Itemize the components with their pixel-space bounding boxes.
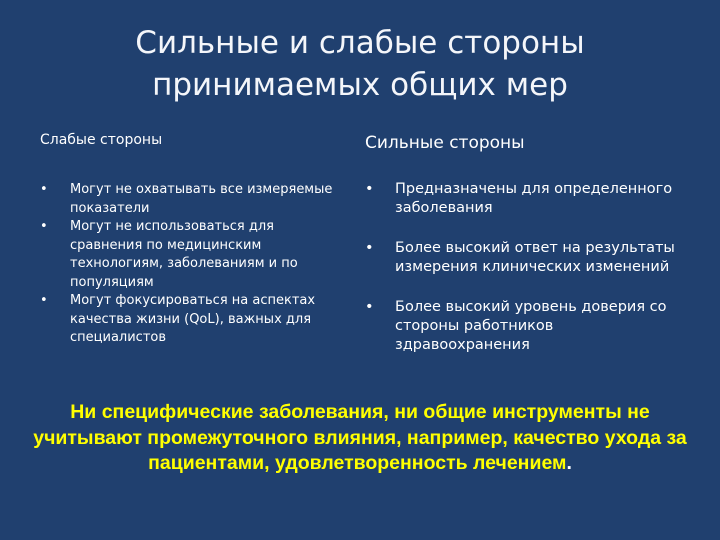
list-item (365, 298, 685, 355)
weak-item-text: Могут фокусироваться на аспектах качества жизни (QoL), важных для специалистов (70, 293, 316, 345)
list-item (40, 292, 340, 348)
bullet-icon: • (40, 219, 48, 234)
weak-list (40, 181, 340, 348)
weak-heading: Слабые стороны (40, 132, 163, 148)
weak-item-text: Могут не использоваться для сравнения по медицинским технологиям, заболеваниям и по популяциям (70, 219, 298, 290)
strong-item-text: Более высокий уровень доверия со стороны работников здравоохранения (395, 299, 667, 353)
conclusion-body: Ни специфические заболевания, ни общие инструменты не учитывают промежуточного влияния, например, качество ухода за пациентами, удовлетворенность лечением (33, 401, 687, 474)
bullet-icon: • (40, 182, 48, 197)
bullet-icon: • (365, 299, 374, 315)
list-item (365, 239, 685, 277)
conclusion-period: . (566, 452, 572, 474)
strong-heading: Сильные стороны (365, 133, 525, 153)
strong-item-text: Предназначены для определенного заболевания (395, 181, 673, 216)
bullet-icon: • (365, 240, 374, 256)
bullet-icon: • (365, 181, 374, 197)
slide-title (40, 22, 680, 106)
title-line-2: принимаемых общих мер (152, 67, 568, 103)
list-item (40, 218, 340, 292)
list-item (365, 180, 685, 218)
list-item (40, 181, 340, 218)
weak-item-text: Могут не охватывать все измеряемые показатели (70, 182, 333, 216)
bullet-icon: • (40, 293, 48, 308)
title-line-1: Сильные и слабые стороны (135, 25, 585, 61)
conclusion-text (30, 400, 690, 477)
strong-item-text: Более высокий ответ на результаты измерения клинических изменений (395, 240, 675, 275)
strong-list (365, 180, 685, 376)
